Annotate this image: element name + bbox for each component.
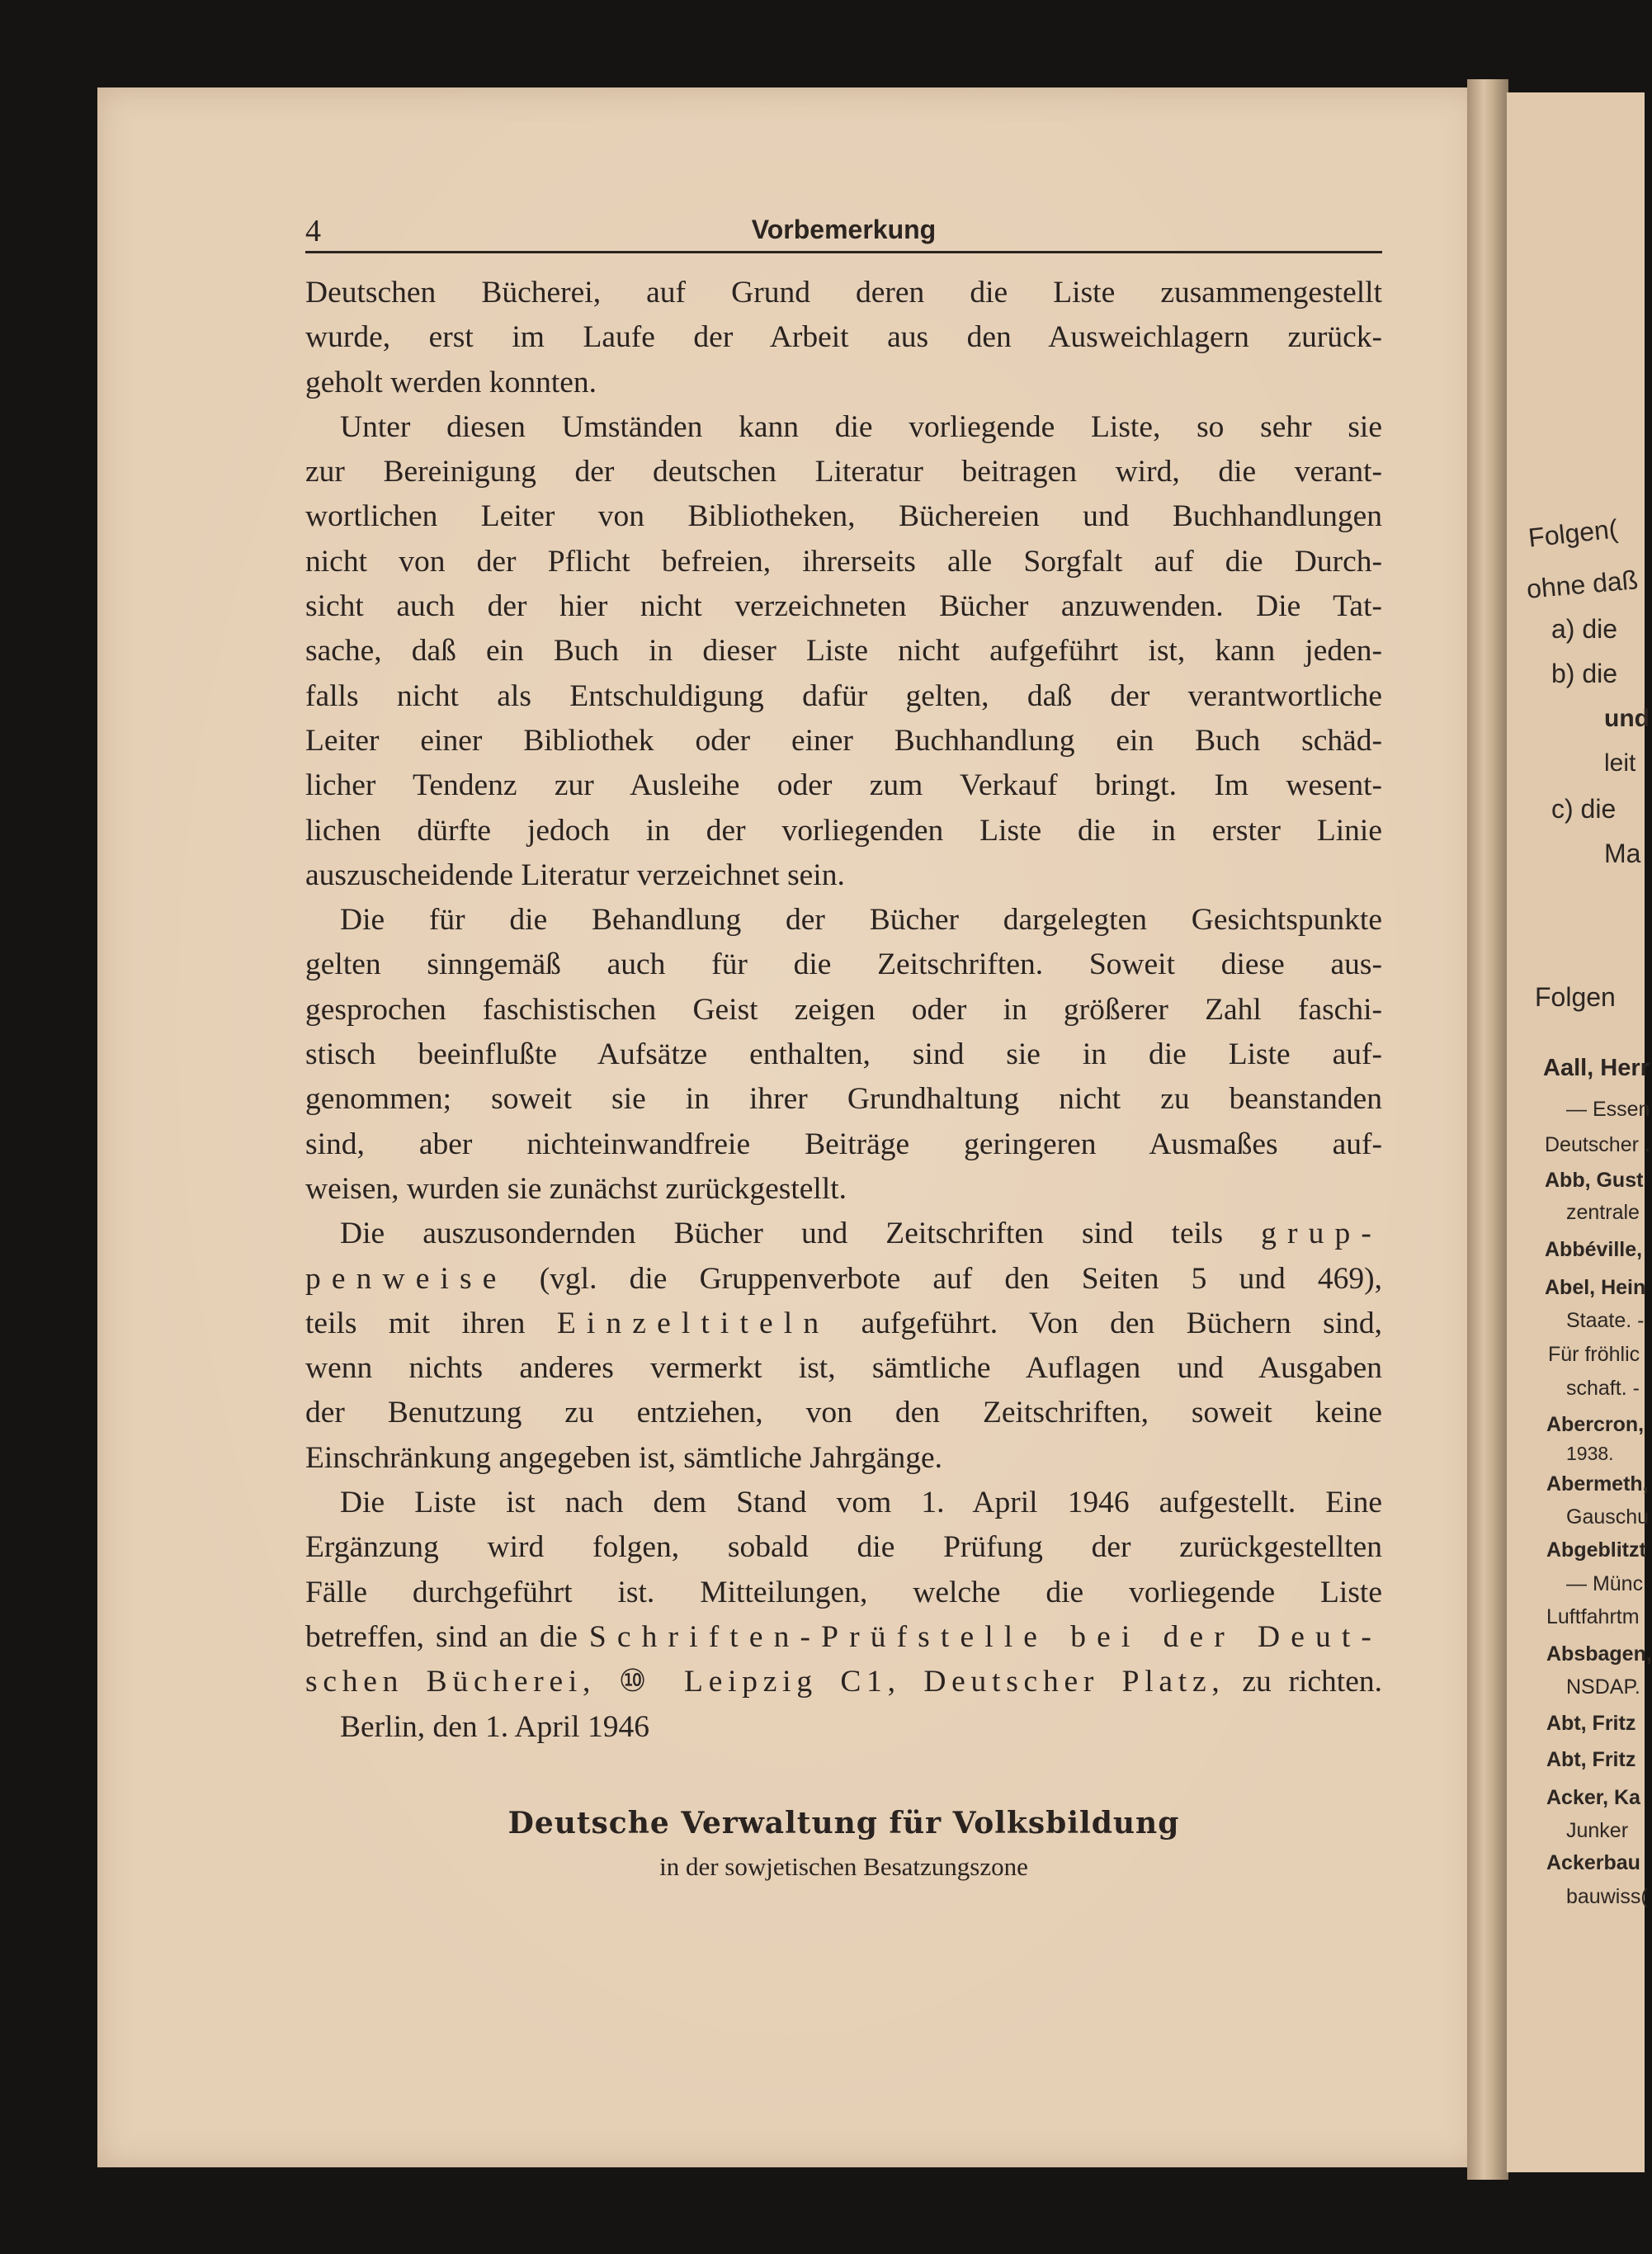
right-fragment: und: [1604, 705, 1650, 732]
text-line: wenn nichts anderes vermerkt ist, sämtliche Auflagen und Ausgaben: [305, 1351, 1382, 1386]
text-line: sicht auch der hier nicht verzeichneten Bücher anzuwenden. Die Tat-: [305, 589, 1382, 624]
text-line: nicht von der Pflicht befreien, ihrerseits alle Sorgfalt auf die Durch-: [305, 544, 1382, 579]
running-title: Vorbemerkung: [751, 215, 937, 244]
right-fragment: b) die: [1551, 659, 1618, 688]
text-run: teils mit ihren: [305, 1306, 526, 1340]
text-line: sind, aber nichteinwandfreie Beiträge geringeren Ausmaßes auf-: [305, 1127, 1382, 1161]
right-fragment: Junker: [1566, 1819, 1629, 1842]
text-line: geholt werden konnten.: [305, 365, 597, 399]
right-fragment: Abercron,: [1546, 1413, 1645, 1436]
right-fragment: leit: [1604, 749, 1636, 777]
right-fragment: Abermeth,: [1546, 1472, 1649, 1496]
text-line: [305, 1660, 1382, 1704]
text-line: genommen; soweit sie in ihrer Grundhaltung nicht zu beanstanden: [305, 1082, 1382, 1117]
text-line: wurde, erst im Laufe der Arbeit aus den Ausweichlagern zurück-: [305, 320, 1382, 355]
right-fragment: Abel, Hein: [1545, 1276, 1646, 1299]
text-line: der Benutzung zu entziehen, von den Zeitschriften, soweit keine: [305, 1396, 1382, 1430]
text-run: aufgeführt. Von den Büchern sind,: [861, 1306, 1383, 1340]
text-line: [305, 1212, 1382, 1256]
text-line: Deutschen Bücherei, auf Grund deren die Liste zusammengestellt: [305, 276, 1382, 310]
right-fragment: Folgen: [1535, 982, 1616, 1012]
header-rule: [305, 251, 1382, 253]
text-line: weisen, wurden sie zunächst zurückgestellt.: [305, 1171, 847, 1206]
right-fragment: Ma: [1604, 839, 1641, 868]
signature-subline: in der sowjetischen Besatzungszone: [659, 1852, 1028, 1881]
right-fragment: Luftfahrtm: [1546, 1605, 1640, 1628]
spaced-text: schen Bücherei, ⑩ Leipzig C1, Deutscher Platz,: [305, 1665, 1225, 1699]
book-gutter: [1467, 79, 1508, 2180]
right-fragment: 1938.: [1566, 1443, 1614, 1464]
text-run: zu richten.: [1242, 1665, 1382, 1699]
text-line: lichen dürfte jedoch in der vorliegenden Liste die in erster Linie: [305, 813, 1382, 848]
right-fragment: NSDAP.: [1566, 1675, 1640, 1699]
right-fragment: Staate. -: [1566, 1309, 1645, 1332]
page-header: [305, 213, 1382, 254]
text-run: (vgl. die Gruppenverbote auf den Seiten 5 und 469),: [539, 1261, 1383, 1296]
text-line: falls nicht als Entschuldigung dafür gelten, daß der verantwortliche: [305, 678, 1382, 713]
body-text: [305, 271, 1382, 1750]
right-fragment: Gauschu: [1566, 1505, 1650, 1529]
spaced-text: penweise: [305, 1261, 507, 1296]
signature: Deutsche Verwaltung für Volksbildung: [507, 1806, 1180, 1841]
right-fragment: a) die: [1551, 614, 1618, 644]
text-line: Die Liste ist nach dem Stand vom 1. April 1946 aufgestellt. Eine: [340, 1486, 1382, 1520]
text-run: Die auszusondernden Bücher und Zeitschriften sind teils: [340, 1217, 1224, 1251]
spaced-text: grup-: [1261, 1217, 1382, 1251]
text-line: Unter diesen Umständen kann die vorliegende Liste, so sehr sie: [340, 409, 1382, 444]
right-fragment: Abb, Gust: [1545, 1169, 1644, 1192]
right-fragment: bauwiss(: [1566, 1885, 1648, 1908]
page-number: 4: [305, 214, 321, 248]
right-fragment: Folgen(: [1527, 513, 1620, 553]
right-fragment: Deutscher .: [1545, 1133, 1650, 1156]
text-line: licher Tendenz zur Ausleihe oder zum Verkauf bringt. Im wesent-: [305, 768, 1382, 803]
text-line: [305, 1302, 1382, 1346]
text-line: stisch beeinflußte Aufsätze enthalten, sind sie in die Liste auf-: [305, 1037, 1382, 1072]
right-fragment: Ackerbau: [1546, 1851, 1640, 1874]
right-fragment: ohne daß: [1525, 565, 1640, 604]
text-line: Ergänzung wird folgen, sobald die Prüfung der zurückgestellten: [305, 1530, 1382, 1565]
text-line: gelten sinngemäß auch für die Zeitschriften. Soweit diese aus-: [305, 947, 1382, 982]
text-line: auszuscheidende Literatur verzeichnet sein.: [305, 858, 845, 892]
spaced-text: Einzeltiteln: [556, 1306, 830, 1340]
right-fragment: Abbéville,: [1545, 1238, 1643, 1261]
right-fragment: Abt, Fritz: [1546, 1748, 1636, 1771]
text-line: sache, daß ein Buch in dieser Liste nicht aufgeführt ist, kann jeden-: [305, 634, 1382, 669]
right-fragment: Abgeblitzt: [1546, 1538, 1646, 1562]
text-line: Die für die Behandlung der Bücher dargelegten Gesichtspunkte: [340, 903, 1382, 938]
right-fragment: schaft. -: [1566, 1377, 1640, 1400]
right-fragment: — Essen: [1566, 1098, 1650, 1121]
text-line: Leiter einer Bibliothek oder einer Buchhandlung ein Buch schäd-: [305, 723, 1382, 758]
right-fragment: zentrale: [1566, 1201, 1640, 1224]
right-fragment: Für fröhlic: [1548, 1343, 1640, 1366]
right-fragment: Acker, Ka: [1546, 1786, 1640, 1809]
text-line: gesprochen faschistischen Geist zeigen oder in größerer Zahl faschi-: [305, 992, 1382, 1027]
text-line: [305, 1615, 1382, 1660]
text-line: zur Bereinigung der deutschen Literatur beitragen wird, die verant-: [305, 455, 1382, 489]
spaced-text: Schriften-Prüfstelle bei der Deut-: [588, 1619, 1383, 1654]
text-line: [305, 1257, 1382, 1302]
right-fragment: Aall, Herr: [1543, 1055, 1650, 1081]
text-line: wortlichen Leiter von Bibliotheken, Büchereien und Buchhandlungen: [305, 499, 1382, 534]
right-fragment: Absbagen,: [1546, 1642, 1652, 1666]
text-line: Fälle durchgeführt ist. Mitteilungen, welche die vorliegende Liste: [305, 1575, 1382, 1609]
text-line: Einschränkung angegeben ist, sämtliche Jahrgänge.: [305, 1440, 942, 1475]
text-run: betreffen, sind an die: [305, 1619, 578, 1654]
right-fragment: c) die: [1551, 794, 1617, 824]
right-fragment: — Münc: [1566, 1572, 1644, 1595]
date-line: Berlin, den 1. April 1946: [340, 1709, 649, 1744]
right-fragment: Abt, Fritz: [1546, 1712, 1636, 1735]
